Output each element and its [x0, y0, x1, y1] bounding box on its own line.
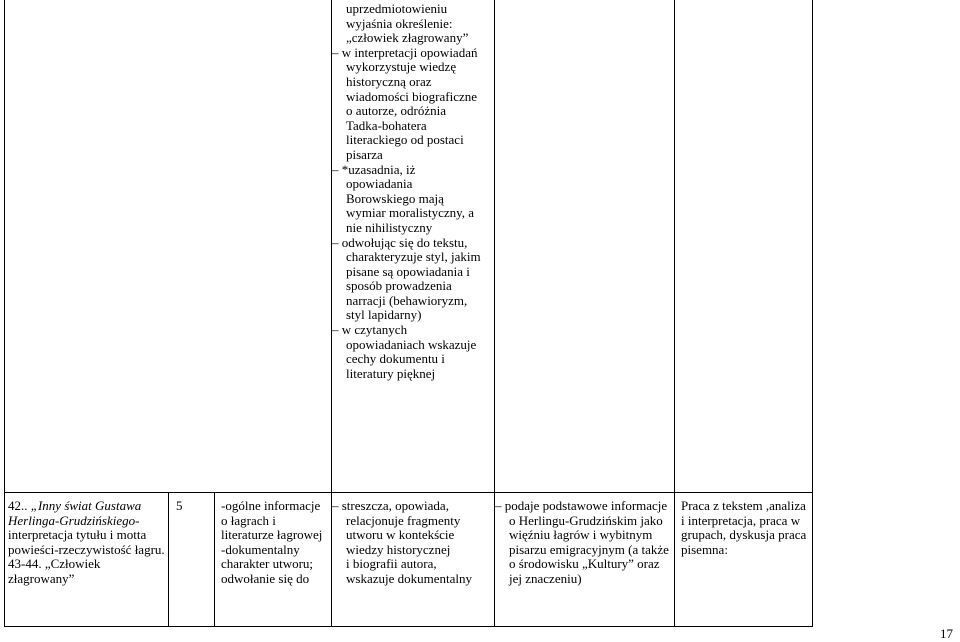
text-line: narracji (behawioryzm, — [346, 292, 468, 308]
table-border-right — [812, 0, 813, 627]
text-line: pisarzu emigracyjnym (a także — [509, 541, 669, 557]
text-line: Praca z tekstem ,analiza — [681, 498, 806, 513]
text-line: – odwołując się do tekstu, — [332, 234, 468, 250]
text-line: o autorze, odróżnia — [346, 103, 446, 119]
text-line: wiedzy historycznej — [346, 541, 451, 557]
hours-value: 5 — [176, 498, 183, 513]
text-line: utworu w kontekście — [346, 527, 455, 543]
hours-cell — [176, 499, 212, 514]
text-line: -dokumentalny — [221, 541, 300, 557]
text-line: – *uzasadnia, iż — [332, 161, 416, 177]
text-line: opowiadaniach wskazuje — [346, 336, 477, 352]
text-line: – w interpretacji opowiadań — [332, 44, 478, 60]
text-line: literatury pięknej — [346, 365, 436, 381]
text-line: opowiadania — [346, 176, 413, 192]
text-line: – podaje podstawowe informacje — [495, 498, 668, 513]
topic-cell — [8, 499, 168, 587]
text-line: uprzedmiotowieniu — [346, 1, 448, 16]
text-line: pisemna: — [681, 541, 728, 557]
methods-cell — [681, 499, 811, 557]
text-line: literaturze łagrowej — [221, 527, 323, 543]
text-line: i interpretacja, praca w — [681, 512, 801, 528]
table-row-separator — [4, 492, 813, 493]
text-line: Borowskiego mają — [346, 190, 444, 206]
text-line: styl lapidarny) — [346, 307, 422, 323]
top-requirements-cell — [332, 2, 492, 381]
content-cell — [221, 499, 331, 587]
text-line: Tadka-bohatera — [346, 117, 427, 133]
text-line: nie nihilistyczny — [346, 219, 433, 235]
text-line: pisarza — [346, 146, 383, 162]
text-line: cechy dokumentu i — [346, 351, 445, 367]
text-line: „człowiek złagrowany” — [346, 30, 469, 46]
text-line: o Herlingu-Grudzińskim jako — [509, 512, 663, 528]
text-line: i biografii autora, — [346, 556, 437, 572]
text-line: wskazuje dokumentalny — [346, 570, 472, 586]
text-line: wykorzystuje wiedzę — [346, 59, 457, 75]
text-line: historyczną oraz — [346, 73, 432, 89]
table-border-left — [4, 0, 5, 627]
text-line: charakteryzuje styl, jakim — [346, 249, 481, 265]
topic-prefix: 42.. — [8, 498, 31, 513]
text-line: jej znaczeniu) — [509, 570, 582, 586]
text-line: grupach, dyskusja praca — [681, 527, 807, 543]
table-border-bottom — [4, 626, 813, 627]
topic-title: „Inny świat Gustawa Herlinga-Grudzińskiego- — [8, 498, 142, 528]
text-line: sposób prowadzenia — [346, 278, 452, 294]
table-border-col5 — [674, 0, 675, 627]
basic-requirements-cell — [332, 499, 492, 587]
table-border-col1 — [168, 492, 169, 627]
text-line: relacjonuje fragmenty — [346, 512, 461, 528]
text-line: – streszcza, opowiada, — [332, 498, 449, 513]
text-line: wiadomości biograficzne — [346, 88, 478, 104]
text-line: wymiar moralistyczny, a — [346, 205, 475, 221]
text-line: pisane są opowiadania i — [346, 263, 470, 279]
text-line: literackiego od postaci — [346, 132, 464, 148]
text-line: więźniu łagrów i wybitnym — [509, 527, 653, 543]
text-line: wyjaśnia określenie: — [346, 15, 453, 31]
text-line: -ogólne informacje — [221, 498, 321, 513]
topic-description: interpretacja tytułu i motta powieści-rzeczywistość łagru. 43-44. „Człowiek złagrowany” — [8, 527, 165, 586]
extended-requirements-cell — [495, 499, 673, 587]
text-line: o środowisku „Kultury” oraz — [509, 556, 660, 572]
page-number: 17 — [940, 626, 953, 641]
table-border-col2 — [214, 492, 215, 627]
text-line: – w czytanych — [332, 322, 408, 338]
text-line: o łagrach i — [221, 512, 276, 528]
text-line: odwołanie się do — [221, 570, 310, 586]
text-line: charakter utworu; — [221, 556, 314, 572]
